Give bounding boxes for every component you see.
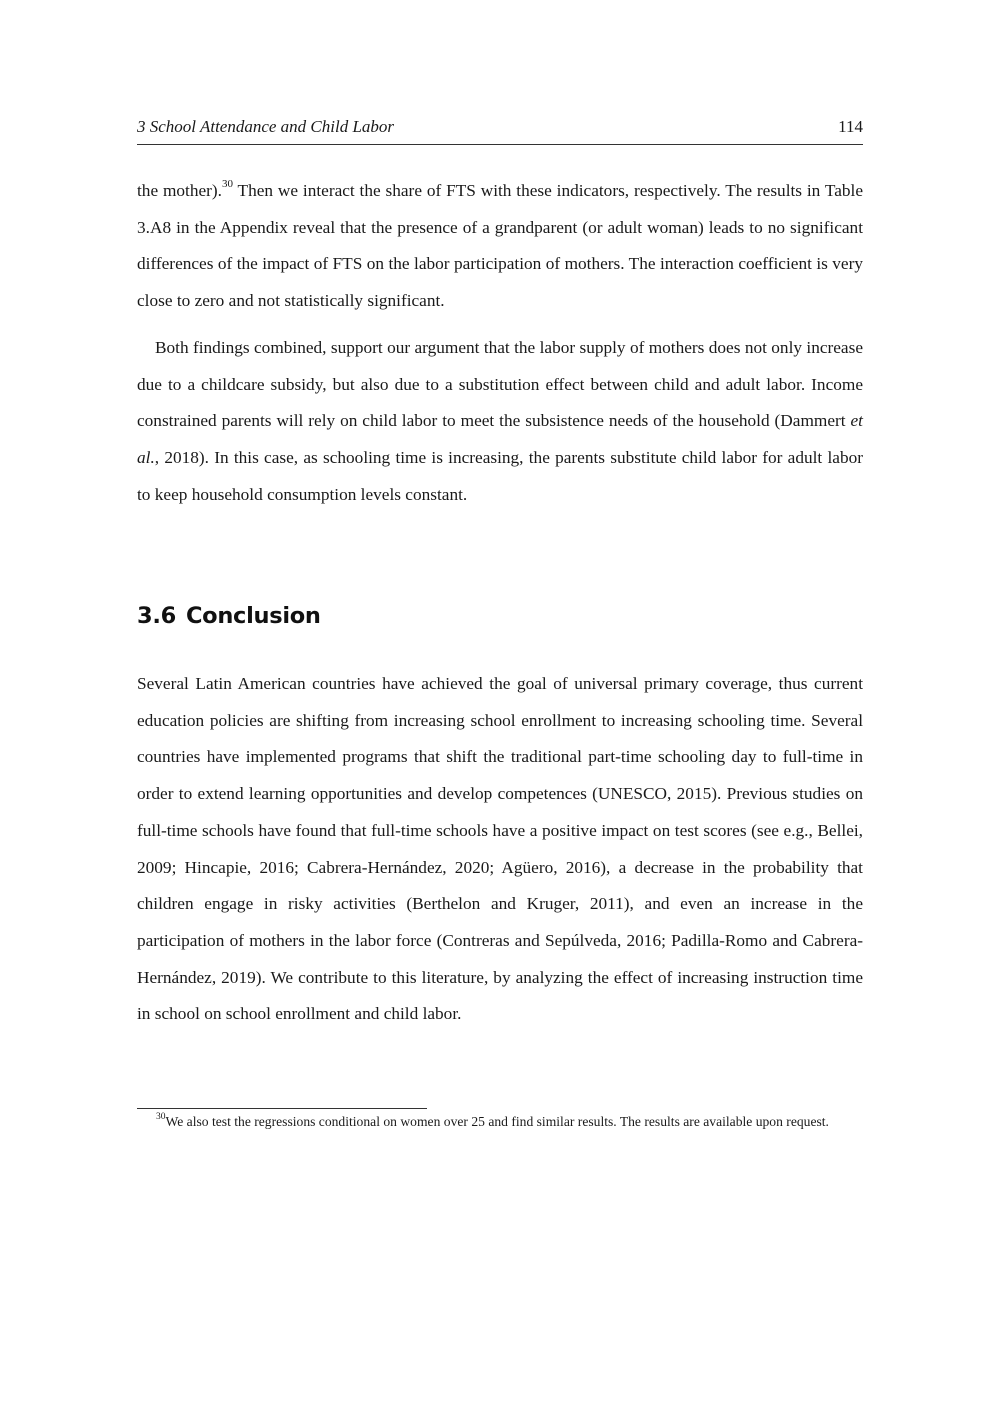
footnote-text: We also test the regressions conditional on women over 25 and find similar results. The results are available upon request. bbox=[165, 1114, 829, 1129]
footnote-number: 30 bbox=[156, 1112, 166, 1123]
footnote-divider bbox=[137, 1108, 427, 1109]
paragraph-text: the mother). bbox=[137, 181, 222, 200]
section-heading bbox=[137, 600, 321, 632]
paragraph-grandparent-results bbox=[137, 173, 863, 320]
citation-et-al: et al. bbox=[137, 411, 863, 468]
paragraph-text: Then we interact the share of FTS with these indicators, respectively. The results in Table 3.A8 in the Appendix reveal that the presence of a grandparent (or adult woman) leads to no significant differences of the impact of FTS on the labor participation of mothers. The interaction coefficient is very close to zero and not statistically significant. bbox=[137, 181, 863, 311]
running-header bbox=[137, 116, 863, 145]
page-number: 114 bbox=[838, 117, 863, 136]
paragraph-findings-combined bbox=[137, 330, 863, 514]
chapter-title: 3 School Attendance and Child Labor bbox=[137, 117, 395, 136]
paragraph-text: , 2018). In this case, as schooling time is increasing, the parents substitute child labor for adult labor to keep household consumption levels constant. bbox=[137, 448, 863, 504]
paragraph-text: Both findings combined, support our argument that the labor supply of mothers does not only increase due to a childcare subsidy, but also due to a substitution effect between child and adult labor. Income constrained parents will rely on child labor to meet the subsistence needs of the household (Dammert bbox=[137, 338, 863, 431]
footnote bbox=[137, 1112, 863, 1132]
section-number: 3.6 bbox=[137, 603, 176, 629]
section-title: Conclusion bbox=[185, 603, 321, 629]
footnote-reference: 30 bbox=[222, 178, 233, 191]
paragraph-conclusion: Several Latin American countries have achieved the goal of universal primary coverage, thus current education policies are shifting from increasing school enrollment to increasing schooling time. Several countries have implemented programs that shift the traditional part-time schooling day to full-time in order to extend learning opportunities and develop competences (UNESCO, 2015). Previous studies on full-time schools have found that full-time schools have a positive impact on test scores (see e.g., Bellei, 2009; Hincapie, 2016; Cabrera-Hernández, 2020; Agüero, 2016), a decrease in the probability that children engage in risky activities (Berthelon and Kruger, 2011), and even an increase in the participation of mothers in the labor force (Contreras and Sepúlveda, 2016; Padilla-Romo and Cabrera-Hernández, 2019). We contribute to this literature, by analyzing the effect of increasing instruction time in school on school enrollment and child labor. bbox=[137, 674, 863, 1024]
